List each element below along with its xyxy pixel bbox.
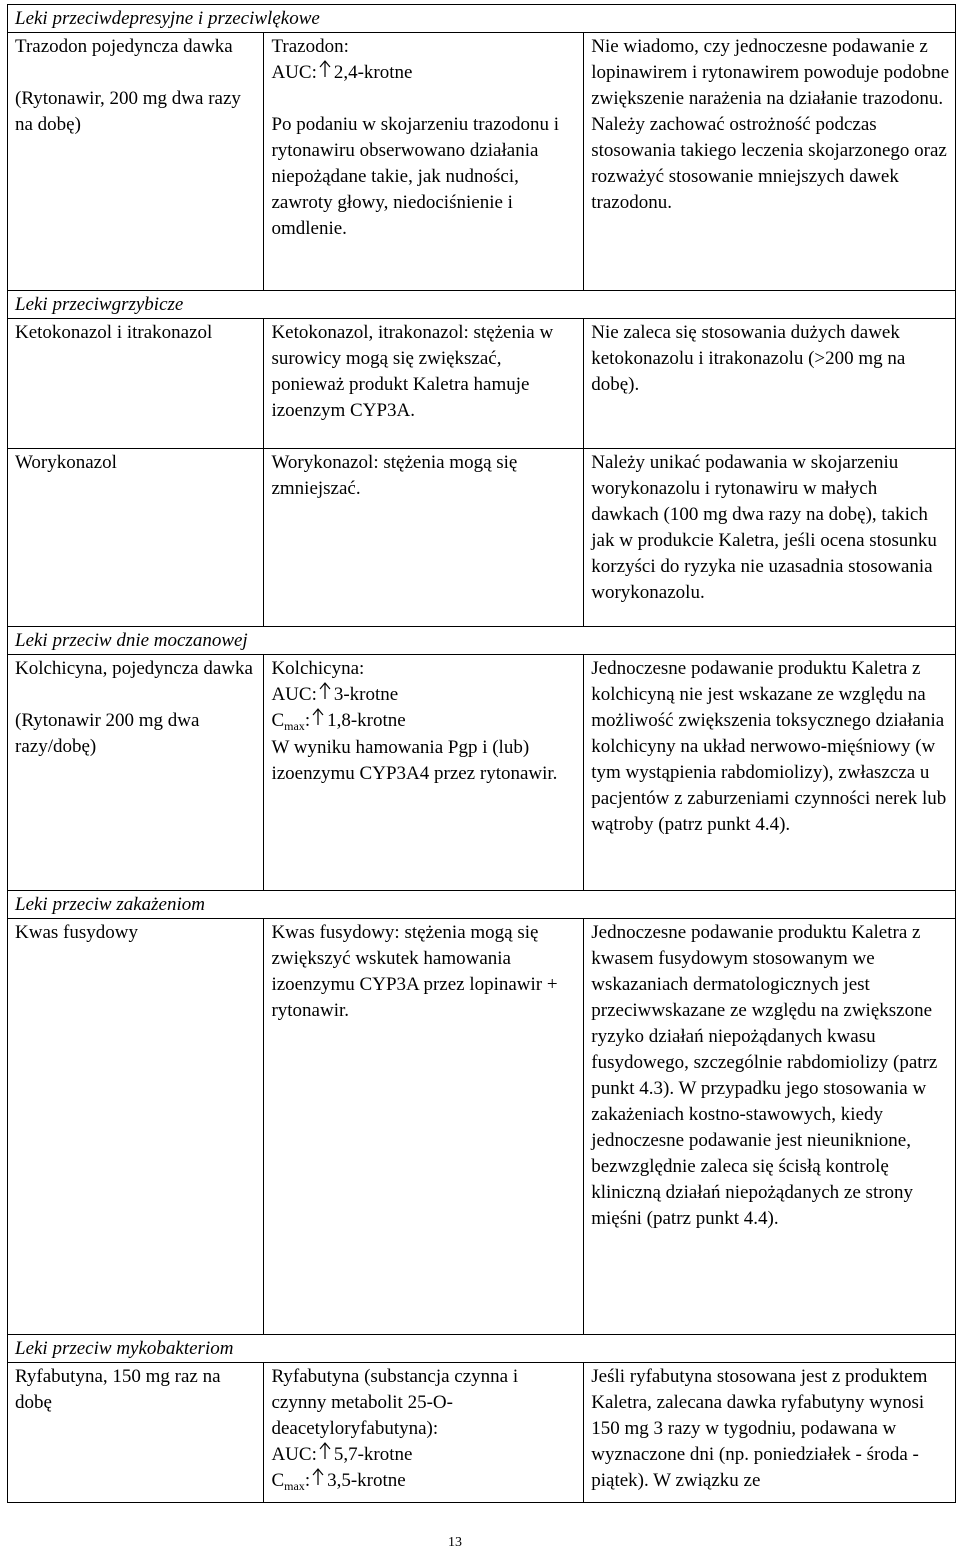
- recommendation-cell: Jednoczesne podawanie produktu Kaletra z kwasem fusydowym stosowanym we wskazaniach dermatologicznych jest przeciwwskazane ze względu na zwiększone ryzyko działań niepożądanych kwasu fusydowego, szczególnie rabdomiolizy (patrz punkt 4.3). W przypadku jego stosowania w zakażeniach kostno-stawowych, kiedy jednoczesne podawanie jest nieuniknione, bezwzględnie zaleca się ścisłą kontrolę kliniczną działań niepożądanych ze strony mięśni (patrz punkt 4.4).: [584, 919, 956, 1335]
- section-row: [8, 5, 956, 33]
- effect-text: Kolchicyna:: [271, 658, 365, 679]
- interaction-table: [7, 4, 956, 1503]
- auc-label: AUC:: [271, 1444, 317, 1465]
- auc-value: 2,4-krotne: [333, 62, 413, 83]
- section-heading: Leki przeciw dnie moczanowej: [8, 627, 956, 655]
- section-heading: Leki przeciwgrzybicze: [8, 291, 956, 319]
- effect-cell: [264, 33, 584, 291]
- section-row: [8, 891, 956, 919]
- cmax-line: $C_{max}$: 1,8-krotne: [271, 710, 406, 733]
- effect-text: Po podaniu w skojarzeniu trazodonu i rytonawiru obserwowano działania niepożądane takie, jak nudności, zawroty głowy, niedociśnienie i omdlenie.: [271, 114, 560, 239]
- section-heading: Leki przeciw mykobakteriom: [8, 1335, 956, 1363]
- auc-label: AUC:: [271, 684, 317, 705]
- section-heading: Leki przeciwdepresyjne i przeciwlękowe: [8, 5, 956, 33]
- recommendation-cell: Nie wiadomo, czy jednoczesne podawanie z lopinawirem i rytonawirem powoduje podobne zwiększenie narażenia na działanie trazodonu. Należy zachować ostrożność podczas stosowania takiego leczenia skojarzonego oraz rozważyć stosowanie mniejszych dawek trazodonu.: [584, 33, 956, 291]
- up-arrow-icon: [319, 60, 331, 78]
- cmax-value: 3,5-krotne: [327, 1470, 406, 1491]
- table-row: [8, 655, 956, 891]
- up-arrow-icon: [312, 708, 324, 726]
- drug-dosage: (Rytonawir, 200 mg dwa razy na dobę): [15, 88, 241, 135]
- recommendation-cell: Nie zaleca się stosowania dużych dawek ketokonazolu i itrakonazolu (>200 mg na dobę).: [584, 319, 956, 449]
- up-arrow-icon: [312, 1468, 324, 1486]
- section-heading: Leki przeciw zakażeniom: [8, 891, 956, 919]
- drug-cell: Ketokonazol i itrakonazol: [8, 319, 264, 449]
- table-row: [8, 319, 956, 449]
- drug-cell: Kwas fusydowy: [8, 919, 264, 1335]
- cmax-line: $C_{max}$: 3,5-krotne: [271, 1470, 406, 1493]
- table-row: [8, 1363, 956, 1503]
- effect-text: Ryfabutyna (substancja czynna i czynny metabolit 25-O-deacetyloryfabutyna):: [271, 1366, 519, 1439]
- recommendation-cell: Jednoczesne podawanie produktu Kaletra z kolchicyną nie jest wskazane ze względu na możliwość zwiększenia toksycznego działania kolchicyny na układ nerwowo-mięśniowy (w tym wystąpienia rabdomiolizy), zwłaszcza u pacjentów z zaburzeniami czynności nerek lub wątroby (patrz punkt 4.4).: [584, 655, 956, 891]
- drug-name: Trazodon pojedyncza dawka: [15, 36, 233, 57]
- effect-text: W wyniku hamowania Pgp i (lub) izoenzymu CYP3A4 przez rytonawir.: [271, 737, 558, 784]
- section-row: [8, 1335, 956, 1363]
- drug-cell: [8, 655, 264, 891]
- up-arrow-icon: [319, 1442, 331, 1460]
- effect-cell: Ketokonazol, itrakonazol: stężenia w surowicy mogą się zwiększać, ponieważ produkt Kaletra hamuje izoenzym CYP3A.: [264, 319, 584, 449]
- cmax-subscript: max: [284, 1479, 305, 1493]
- recommendation-cell: Jeśli ryfabutyna stosowana jest z produktem Kaletra, zalecana dawka ryfabutyny wynosi 150 mg 3 razy w tygodniu, podawana w wyznaczone dni (np. poniedziałek - środa - piątek). W związku ze: [584, 1363, 956, 1503]
- effect-cell: Worykonazol: stężenia mogą się zmniejszać.: [264, 449, 584, 627]
- table-row: [8, 33, 956, 291]
- section-row: [8, 627, 956, 655]
- auc-line: [271, 682, 577, 708]
- cmax-subscript: max: [284, 719, 305, 733]
- cmax-value: 1,8-krotne: [327, 710, 406, 731]
- section-row: [8, 291, 956, 319]
- recommendation-cell: Należy unikać podawania w skojarzeniu worykonazolu i rytonawiru w małych dawkach (100 mg dwa razy na dobę), takich jak w produkcie Kaletra, jeśli ocena stosunku korzyści do ryzyka nie uzasadnia stosowania worykonazolu.: [584, 449, 956, 627]
- drug-dosage: (Rytonawir 200 mg dwa razy/dobę): [15, 710, 200, 757]
- auc-value: 5,7-krotne: [333, 1444, 413, 1465]
- cmax-label: C: [271, 1470, 285, 1491]
- effect-cell: Kwas fusydowy: stężenia mogą się zwiększyć wskutek hamowania izoenzymu CYP3A przez lopinawir + rytonawir.: [264, 919, 584, 1335]
- effect-cell: [264, 655, 584, 891]
- auc-line: [271, 60, 577, 86]
- effect-text: Trazodon:: [271, 36, 349, 57]
- drug-name: Kolchicyna, pojedyncza dawka: [15, 658, 253, 679]
- effect-cell: [264, 1363, 584, 1503]
- drug-cell: Worykonazol: [8, 449, 264, 627]
- auc-label: AUC:: [271, 62, 317, 83]
- table-row: [8, 919, 956, 1335]
- drug-cell: [8, 33, 264, 291]
- auc-value: 3-krotne: [333, 684, 399, 705]
- auc-line: [271, 1442, 577, 1468]
- page-number: 13: [448, 1535, 462, 1550]
- cmax-label: C: [271, 710, 285, 731]
- up-arrow-icon: [319, 682, 331, 700]
- table-row: [8, 449, 956, 627]
- drug-cell: Ryfabutyna, 150 mg raz na dobę: [8, 1363, 264, 1503]
